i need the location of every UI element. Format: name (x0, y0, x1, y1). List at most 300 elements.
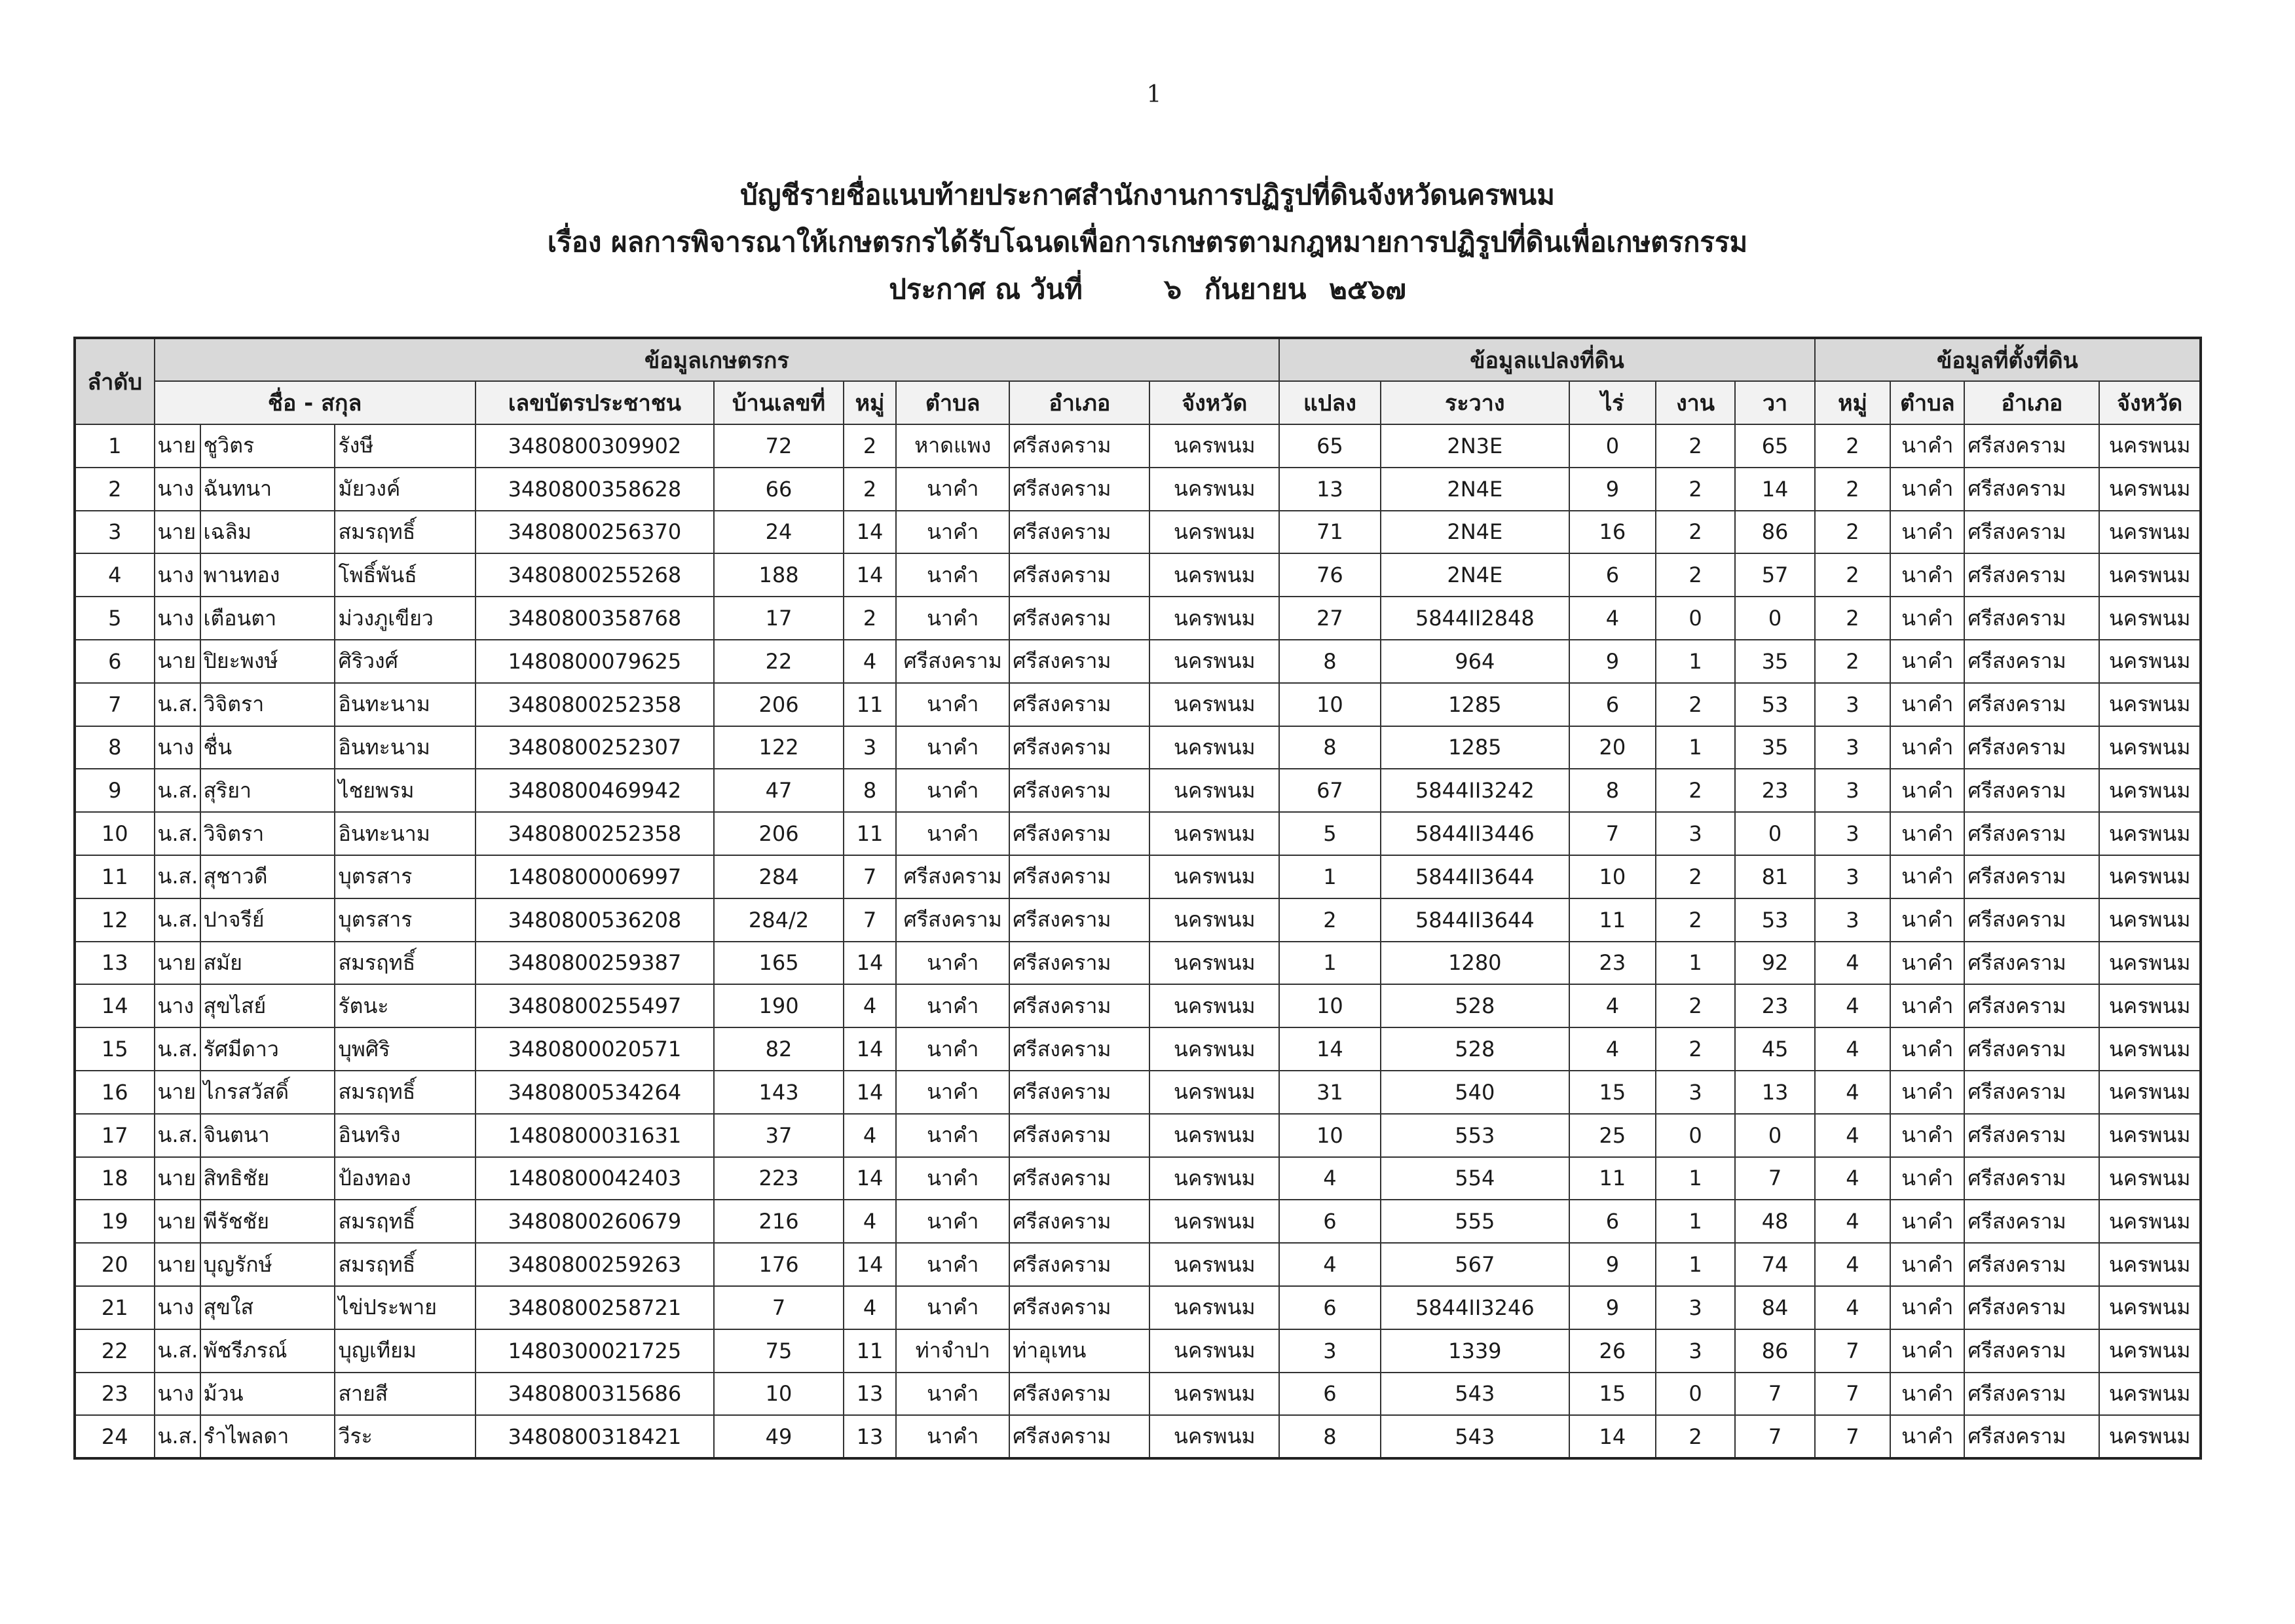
cell-loc-tambon: นาคำ (1890, 942, 1964, 985)
cell-rai: 6 (1569, 1200, 1656, 1243)
cell-ngan: 2 (1656, 1415, 1736, 1458)
cell-grid: 553 (1381, 1114, 1569, 1157)
cell-amphoe: ท่าอุเทน (1009, 1329, 1149, 1373)
cell-grid: 528 (1381, 1027, 1569, 1071)
cell-wa: 53 (1735, 683, 1815, 726)
cell-wa: 7 (1735, 1373, 1815, 1416)
cell-house-number: 188 (714, 553, 844, 597)
cell-rai: 20 (1569, 726, 1656, 769)
cell-grid: 2N4E (1381, 553, 1569, 597)
loc-province-header: จังหวัด (2099, 381, 2201, 424)
cell-first-name: ปาจรีย์ (200, 898, 335, 942)
cell-last-name: วีระ (335, 1415, 475, 1458)
cell-prefix: นาง (155, 1373, 200, 1416)
table-group-header-row (75, 338, 2201, 381)
cell-loc-province: นครพนม (2099, 855, 2201, 898)
cell-tambon: นาคำ (896, 1373, 1009, 1416)
cell-loc-province: นครพนม (2099, 1114, 2201, 1157)
cell-loc-tambon: นาคำ (1890, 726, 1964, 769)
cell-grid: 540 (1381, 1071, 1569, 1114)
cell-amphoe: ศรีสงคราม (1009, 683, 1149, 726)
cell-wa: 45 (1735, 1027, 1815, 1071)
cell-wa: 35 (1735, 726, 1815, 769)
cell-grid: 2N4E (1381, 511, 1569, 554)
cell-seq: 21 (75, 1286, 155, 1329)
cell-prefix: น.ส. (155, 1114, 200, 1157)
cell-house-number: 216 (714, 1200, 844, 1243)
cell-plot-number: 6 (1279, 1200, 1380, 1243)
cell-first-name: เฉลิม (200, 511, 335, 554)
table-row (75, 769, 2201, 812)
plot-no-header: แปลง (1279, 381, 1380, 424)
cell-province: นครพนม (1149, 1286, 1279, 1329)
cell-grid: 5844II2848 (1381, 597, 1569, 640)
cell-province: นครพนม (1149, 984, 1279, 1027)
table-row (75, 942, 2201, 985)
farmer-land-table (73, 337, 2202, 1460)
cell-prefix: น.ส. (155, 1415, 200, 1458)
cell-last-name: สมรฤทธิ์ (335, 942, 475, 985)
cell-grid: 5844II3644 (1381, 898, 1569, 942)
cell-prefix: นาง (155, 726, 200, 769)
cell-loc-moo: 2 (1815, 597, 1890, 640)
cell-grid: 5844II3644 (1381, 855, 1569, 898)
cell-loc-province: นครพนม (2099, 553, 2201, 597)
cell-prefix: นาง (155, 597, 200, 640)
cell-province: นครพนม (1149, 855, 1279, 898)
cell-amphoe: ศรีสงคราม (1009, 511, 1149, 554)
cell-province: นครพนม (1149, 1415, 1279, 1458)
cell-rai: 16 (1569, 511, 1656, 554)
cell-moo: 3 (844, 726, 896, 769)
cell-loc-province: นครพนม (2099, 812, 2201, 855)
table-row (75, 1243, 2201, 1286)
cell-loc-moo: 4 (1815, 1071, 1890, 1114)
cell-province: นครพนม (1149, 1157, 1279, 1200)
cell-prefix: นาย (155, 1071, 200, 1114)
cell-moo: 14 (844, 553, 896, 597)
cell-last-name: สมรฤทธิ์ (335, 1243, 475, 1286)
cell-plot-number: 10 (1279, 984, 1380, 1027)
cell-seq: 23 (75, 1373, 155, 1416)
cell-id-number: 3480800534264 (476, 1071, 715, 1114)
announcement-date (0, 266, 2295, 313)
cell-grid: 543 (1381, 1415, 1569, 1458)
moo-header: หมู่ (844, 381, 896, 424)
table-row (75, 1157, 2201, 1200)
cell-id-number: 3480800255497 (476, 984, 715, 1027)
cell-tambon: นาคำ (896, 726, 1009, 769)
cell-rai: 9 (1569, 1243, 1656, 1286)
cell-loc-amphoe: ศรีสงคราม (1964, 1286, 2099, 1329)
cell-rai: 9 (1569, 640, 1656, 683)
location-info-header: ข้อมูลที่ตั้งที่ดิน (1815, 338, 2201, 381)
table-row (75, 511, 2201, 554)
cell-seq: 8 (75, 726, 155, 769)
cell-ngan: 0 (1656, 1373, 1736, 1416)
cell-ngan: 1 (1656, 942, 1736, 985)
cell-loc-amphoe: ศรีสงคราม (1964, 1071, 2099, 1114)
cell-house-number: 37 (714, 1114, 844, 1157)
cell-first-name: พีรัชชัย (200, 1200, 335, 1243)
cell-province: นครพนม (1149, 597, 1279, 640)
cell-moo: 11 (844, 1329, 896, 1373)
date-day: ๖ (1164, 273, 1182, 305)
cell-loc-amphoe: ศรีสงคราม (1964, 855, 2099, 898)
cell-loc-moo: 4 (1815, 1200, 1890, 1243)
cell-moo: 4 (844, 984, 896, 1027)
cell-prefix: นาย (155, 511, 200, 554)
cell-seq: 18 (75, 1157, 155, 1200)
cell-plot-number: 10 (1279, 683, 1380, 726)
cell-seq: 15 (75, 1027, 155, 1071)
table-row (75, 1071, 2201, 1114)
cell-wa: 23 (1735, 769, 1815, 812)
cell-loc-moo: 3 (1815, 812, 1890, 855)
cell-ngan: 2 (1656, 553, 1736, 597)
cell-moo: 4 (844, 640, 896, 683)
cell-prefix: นาง (155, 1286, 200, 1329)
date-label: ประกาศ ณ วันที่ (889, 273, 1083, 305)
cell-amphoe: ศรีสงคราม (1009, 1200, 1149, 1243)
table-row (75, 468, 2201, 511)
cell-prefix: นาย (155, 640, 200, 683)
cell-rai: 15 (1569, 1071, 1656, 1114)
cell-last-name: สายสี (335, 1373, 475, 1416)
cell-loc-tambon: นาคำ (1890, 1027, 1964, 1071)
cell-loc-tambon: นาคำ (1890, 1415, 1964, 1458)
cell-wa: 86 (1735, 1329, 1815, 1373)
cell-amphoe: ศรีสงคราม (1009, 1027, 1149, 1071)
table-row (75, 1200, 2201, 1243)
cell-rai: 0 (1569, 424, 1656, 468)
cell-ngan: 1 (1656, 1200, 1736, 1243)
cell-plot-number: 4 (1279, 1243, 1380, 1286)
cell-loc-tambon: นาคำ (1890, 468, 1964, 511)
cell-amphoe: ศรีสงคราม (1009, 1243, 1149, 1286)
cell-last-name: บุตรสาร (335, 898, 475, 942)
cell-plot-number: 71 (1279, 511, 1380, 554)
cell-loc-province: นครพนม (2099, 769, 2201, 812)
cell-moo: 7 (844, 898, 896, 942)
cell-house-number: 176 (714, 1243, 844, 1286)
cell-rai: 6 (1569, 683, 1656, 726)
house-header: บ้านเลขที่ (714, 381, 844, 424)
cell-ngan: 2 (1656, 1027, 1736, 1071)
cell-moo: 7 (844, 855, 896, 898)
cell-seq: 3 (75, 511, 155, 554)
cell-amphoe: ศรีสงคราม (1009, 898, 1149, 942)
cell-amphoe: ศรีสงคราม (1009, 1373, 1149, 1416)
cell-id-number: 3480800258721 (476, 1286, 715, 1329)
cell-prefix: นาง (155, 468, 200, 511)
cell-plot-number: 3 (1279, 1329, 1380, 1373)
cell-loc-moo: 3 (1815, 726, 1890, 769)
document-title (0, 172, 2295, 313)
table-row (75, 898, 2201, 942)
cell-tambon: นาคำ (896, 1157, 1009, 1200)
cell-loc-province: นครพนม (2099, 1329, 2201, 1373)
cell-moo: 14 (844, 1157, 896, 1200)
cell-house-number: 206 (714, 683, 844, 726)
cell-loc-moo: 2 (1815, 424, 1890, 468)
cell-id-number: 1480800006997 (476, 855, 715, 898)
cell-moo: 4 (844, 1200, 896, 1243)
table-row (75, 1286, 2201, 1329)
cell-last-name: อินทะนาม (335, 726, 475, 769)
cell-tambon: นาคำ (896, 812, 1009, 855)
table-row (75, 597, 2201, 640)
cell-loc-moo: 2 (1815, 640, 1890, 683)
cell-tambon: นาคำ (896, 1415, 1009, 1458)
cell-moo: 14 (844, 1027, 896, 1071)
cell-first-name: ชูวิตร (200, 424, 335, 468)
name-header: ชื่อ - สกุล (155, 381, 476, 424)
table-row (75, 812, 2201, 855)
cell-id-number: 1480800031631 (476, 1114, 715, 1157)
cell-tambon: ศรีสงคราม (896, 855, 1009, 898)
cell-wa: 23 (1735, 984, 1815, 1027)
id-header: เลขบัตรประชาชน (476, 381, 715, 424)
cell-house-number: 223 (714, 1157, 844, 1200)
cell-loc-province: นครพนม (2099, 984, 2201, 1027)
cell-wa: 57 (1735, 553, 1815, 597)
cell-loc-tambon: นาคำ (1890, 1200, 1964, 1243)
cell-first-name: ชื่น (200, 726, 335, 769)
cell-moo: 13 (844, 1415, 896, 1458)
cell-wa: 7 (1735, 1157, 1815, 1200)
rai-header: ไร่ (1569, 381, 1656, 424)
cell-last-name: สมรฤทธิ์ (335, 1200, 475, 1243)
cell-grid: 1285 (1381, 683, 1569, 726)
cell-loc-amphoe: ศรีสงคราม (1964, 942, 2099, 985)
cell-seq: 17 (75, 1114, 155, 1157)
cell-rai: 9 (1569, 468, 1656, 511)
cell-last-name: บุญเทียม (335, 1329, 475, 1373)
cell-prefix: น.ส. (155, 683, 200, 726)
cell-house-number: 22 (714, 640, 844, 683)
loc-tambon-header: ตำบล (1890, 381, 1964, 424)
cell-plot-number: 10 (1279, 1114, 1380, 1157)
cell-loc-tambon: นาคำ (1890, 1373, 1964, 1416)
cell-loc-tambon: นาคำ (1890, 1071, 1964, 1114)
cell-first-name: ม้วน (200, 1373, 335, 1416)
cell-last-name: สมรฤทธิ์ (335, 1071, 475, 1114)
cell-ngan: 3 (1656, 812, 1736, 855)
cell-moo: 14 (844, 1243, 896, 1286)
cell-ngan: 2 (1656, 683, 1736, 726)
cell-house-number: 75 (714, 1329, 844, 1373)
cell-loc-tambon: นาคำ (1890, 1286, 1964, 1329)
cell-amphoe: ศรีสงคราม (1009, 984, 1149, 1027)
table-row (75, 640, 2201, 683)
cell-loc-moo: 3 (1815, 898, 1890, 942)
cell-house-number: 206 (714, 812, 844, 855)
cell-loc-tambon: นาคำ (1890, 984, 1964, 1027)
cell-seq: 7 (75, 683, 155, 726)
cell-first-name: รำไพลดา (200, 1415, 335, 1458)
cell-rai: 8 (1569, 769, 1656, 812)
cell-province: นครพนม (1149, 424, 1279, 468)
cell-id-number: 3480800256370 (476, 511, 715, 554)
cell-loc-amphoe: ศรีสงคราม (1964, 683, 2099, 726)
cell-province: นครพนม (1149, 726, 1279, 769)
cell-seq: 24 (75, 1415, 155, 1458)
cell-province: นครพนม (1149, 1329, 1279, 1373)
cell-loc-province: นครพนม (2099, 597, 2201, 640)
tambon-header: ตำบล (896, 381, 1009, 424)
cell-loc-amphoe: ศรีสงคราม (1964, 1329, 2099, 1373)
cell-amphoe: ศรีสงคราม (1009, 1415, 1149, 1458)
cell-moo: 2 (844, 468, 896, 511)
cell-moo: 4 (844, 1114, 896, 1157)
cell-rai: 9 (1569, 1286, 1656, 1329)
cell-grid: 1285 (1381, 726, 1569, 769)
cell-last-name: สมรฤทธิ์ (335, 511, 475, 554)
cell-loc-province: นครพนม (2099, 1415, 2201, 1458)
cell-rai: 14 (1569, 1415, 1656, 1458)
cell-amphoe: ศรีสงคราม (1009, 726, 1149, 769)
cell-wa: 48 (1735, 1200, 1815, 1243)
cell-loc-tambon: นาคำ (1890, 1114, 1964, 1157)
cell-rai: 11 (1569, 1157, 1656, 1200)
cell-tambon: นาคำ (896, 683, 1009, 726)
cell-loc-province: นครพนม (2099, 1200, 2201, 1243)
cell-wa: 0 (1735, 1114, 1815, 1157)
cell-last-name: รัตนะ (335, 984, 475, 1027)
cell-wa: 0 (1735, 597, 1815, 640)
cell-loc-province: นครพนม (2099, 1027, 2201, 1071)
cell-wa: 81 (1735, 855, 1815, 898)
cell-last-name: ม่วงภูเขียว (335, 597, 475, 640)
cell-loc-amphoe: ศรีสงคราม (1964, 984, 2099, 1027)
cell-loc-moo: 2 (1815, 511, 1890, 554)
cell-first-name: ไกรสวัสดิ์ (200, 1071, 335, 1114)
cell-plot-number: 6 (1279, 1286, 1380, 1329)
cell-rai: 15 (1569, 1373, 1656, 1416)
cell-ngan: 1 (1656, 726, 1736, 769)
title-line-1: บัญชีรายชื่อแนบท้ายประกาศสำนักงานการปฏิรูปที่ดินจังหวัดนครพนม (740, 179, 1555, 211)
cell-prefix: นาย (155, 424, 200, 468)
cell-tambon: นาคำ (896, 1027, 1009, 1071)
cell-first-name: วิจิตรา (200, 683, 335, 726)
cell-loc-moo: 3 (1815, 855, 1890, 898)
cell-last-name: บุพศิริ (335, 1027, 475, 1071)
cell-province: นครพนม (1149, 1027, 1279, 1071)
cell-plot-number: 27 (1279, 597, 1380, 640)
table-row (75, 553, 2201, 597)
cell-grid: 543 (1381, 1373, 1569, 1416)
cell-prefix: นาย (155, 1157, 200, 1200)
cell-first-name: รัศมีดาว (200, 1027, 335, 1071)
cell-loc-tambon: นาคำ (1890, 511, 1964, 554)
cell-id-number: 1480800079625 (476, 640, 715, 683)
cell-loc-moo: 4 (1815, 1027, 1890, 1071)
cell-first-name: บุญรักษ์ (200, 1243, 335, 1286)
cell-wa: 84 (1735, 1286, 1815, 1329)
cell-loc-amphoe: ศรีสงคราม (1964, 812, 2099, 855)
cell-grid: 2N4E (1381, 468, 1569, 511)
cell-house-number: 49 (714, 1415, 844, 1458)
cell-plot-number: 67 (1279, 769, 1380, 812)
cell-prefix: นาย (155, 942, 200, 985)
cell-loc-amphoe: ศรีสงคราม (1964, 898, 2099, 942)
cell-plot-number: 8 (1279, 726, 1380, 769)
cell-tambon: หาดแพง (896, 424, 1009, 468)
cell-tambon: นาคำ (896, 1200, 1009, 1243)
cell-plot-number: 8 (1279, 1415, 1380, 1458)
cell-loc-province: นครพนม (2099, 1243, 2201, 1286)
cell-loc-tambon: นาคำ (1890, 553, 1964, 597)
cell-rai: 4 (1569, 984, 1656, 1027)
cell-seq: 2 (75, 468, 155, 511)
cell-province: นครพนม (1149, 553, 1279, 597)
cell-loc-province: นครพนม (2099, 1157, 2201, 1200)
cell-plot-number: 65 (1279, 424, 1380, 468)
cell-plot-number: 1 (1279, 855, 1380, 898)
cell-last-name: ป้องทอง (335, 1157, 475, 1200)
cell-loc-tambon: นาคำ (1890, 812, 1964, 855)
cell-plot-number: 5 (1279, 812, 1380, 855)
cell-grid: 964 (1381, 640, 1569, 683)
cell-last-name: รังษี (335, 424, 475, 468)
cell-prefix: น.ส. (155, 1027, 200, 1071)
cell-province: นครพนม (1149, 511, 1279, 554)
cell-prefix: น.ส. (155, 898, 200, 942)
cell-tambon: ท่าจำปา (896, 1329, 1009, 1373)
cell-loc-moo: 7 (1815, 1415, 1890, 1458)
cell-ngan: 1 (1656, 1157, 1736, 1200)
cell-loc-province: นครพนม (2099, 468, 2201, 511)
cell-amphoe: ศรีสงคราม (1009, 942, 1149, 985)
cell-loc-amphoe: ศรีสงคราม (1964, 1114, 2099, 1157)
cell-first-name: จินตนา (200, 1114, 335, 1157)
cell-loc-province: นครพนม (2099, 898, 2201, 942)
cell-wa: 92 (1735, 942, 1815, 985)
cell-tambon: นาคำ (896, 511, 1009, 554)
cell-province: นครพนม (1149, 640, 1279, 683)
cell-first-name: สมัย (200, 942, 335, 985)
cell-loc-amphoe: ศรีสงคราม (1964, 468, 2099, 511)
table-row (75, 1373, 2201, 1416)
cell-id-number: 3480800260679 (476, 1200, 715, 1243)
cell-first-name: สุริยา (200, 769, 335, 812)
cell-house-number: 7 (714, 1286, 844, 1329)
cell-seq: 20 (75, 1243, 155, 1286)
cell-plot-number: 6 (1279, 1373, 1380, 1416)
cell-seq: 1 (75, 424, 155, 468)
cell-seq: 22 (75, 1329, 155, 1373)
cell-first-name: วิจิตรา (200, 812, 335, 855)
cell-seq: 14 (75, 984, 155, 1027)
cell-rai: 25 (1569, 1114, 1656, 1157)
cell-rai: 10 (1569, 855, 1656, 898)
cell-house-number: 284 (714, 855, 844, 898)
cell-first-name: สุขใส (200, 1286, 335, 1329)
seq-header: ลำดับ (75, 338, 155, 424)
cell-moo: 13 (844, 1373, 896, 1416)
cell-rai: 7 (1569, 812, 1656, 855)
cell-wa: 53 (1735, 898, 1815, 942)
cell-amphoe: ศรีสงคราม (1009, 640, 1149, 683)
cell-loc-tambon: นาคำ (1890, 640, 1964, 683)
cell-id-number: 1480800042403 (476, 1157, 715, 1200)
cell-grid: 2N3E (1381, 424, 1569, 468)
page-number: 1 (1146, 81, 1162, 108)
cell-tambon: ศรีสงคราม (896, 898, 1009, 942)
cell-prefix: นาย (155, 1243, 200, 1286)
cell-seq: 10 (75, 812, 155, 855)
